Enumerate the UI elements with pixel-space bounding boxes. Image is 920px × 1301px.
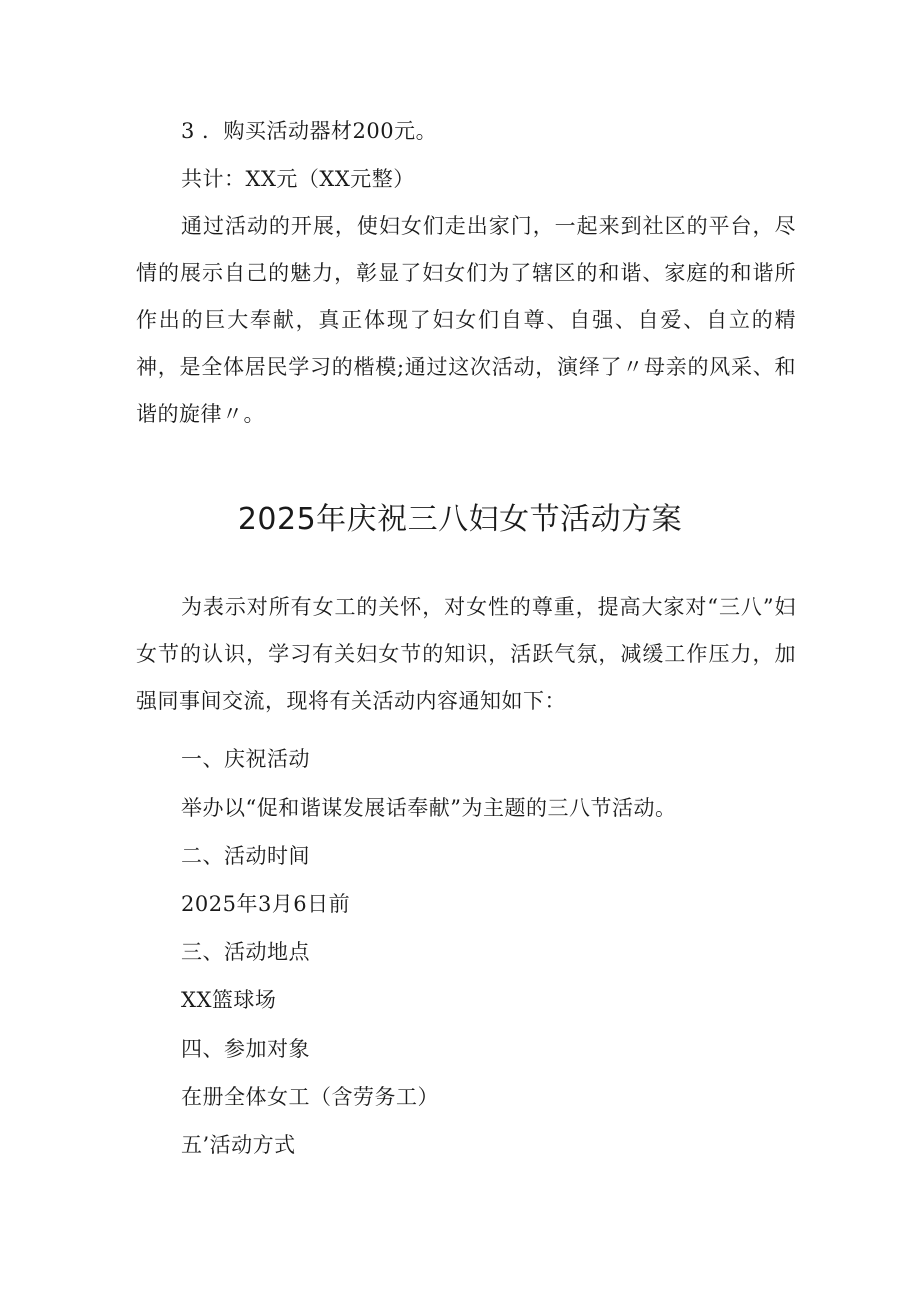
summary-paragraph: 通过活动的开展，使妇女们走出家门，一起来到社区的平台，尽情的展示自己的魅力，彰显了妇女们为了辖区的和谐、家庭的和谐所作出的巨大奉献，真正体现了妇女们自尊、自强、自爱、自立的精神，是全体居民学习的楷模;通过这次活动，演绎了〃母亲的风采、和谐的旋律〃。 <box>136 214 796 426</box>
location-text: XX篮球场 <box>181 988 277 1012</box>
intro-paragraph: 为表示对所有女工的关怀，对女性的尊重，提高大家对“三八”妇女节的认识，学习有关妇女节的知识，活跃气氛，减缓工作压力，加强同事间交流，现将有关活动内容通知如下： <box>136 595 796 713</box>
budget-total: 共计：XX元（XX元整） <box>181 167 415 191</box>
heading-celebration: 一、庆祝活动 <box>181 747 310 771</box>
heading-location: 三、活动地点 <box>181 940 310 964</box>
budget-item-3: 3 ．购买活动器材200元。 <box>181 119 438 143</box>
heading-participants: 四、参加对象 <box>181 1037 310 1061</box>
time-text: 2025年3月6日前 <box>181 892 351 916</box>
heading-time: 二、活动时间 <box>181 844 310 868</box>
celebration-text: 举办以“促和谐谋发展话奉献”为主题的三八节活动。 <box>181 796 677 820</box>
heading-method: 五’活动方式 <box>181 1133 296 1157</box>
document-title: 2025年庆祝三八妇女节活动方案 <box>237 502 683 537</box>
participants-text: 在册全体女工（含劳务工） <box>181 1085 439 1109</box>
